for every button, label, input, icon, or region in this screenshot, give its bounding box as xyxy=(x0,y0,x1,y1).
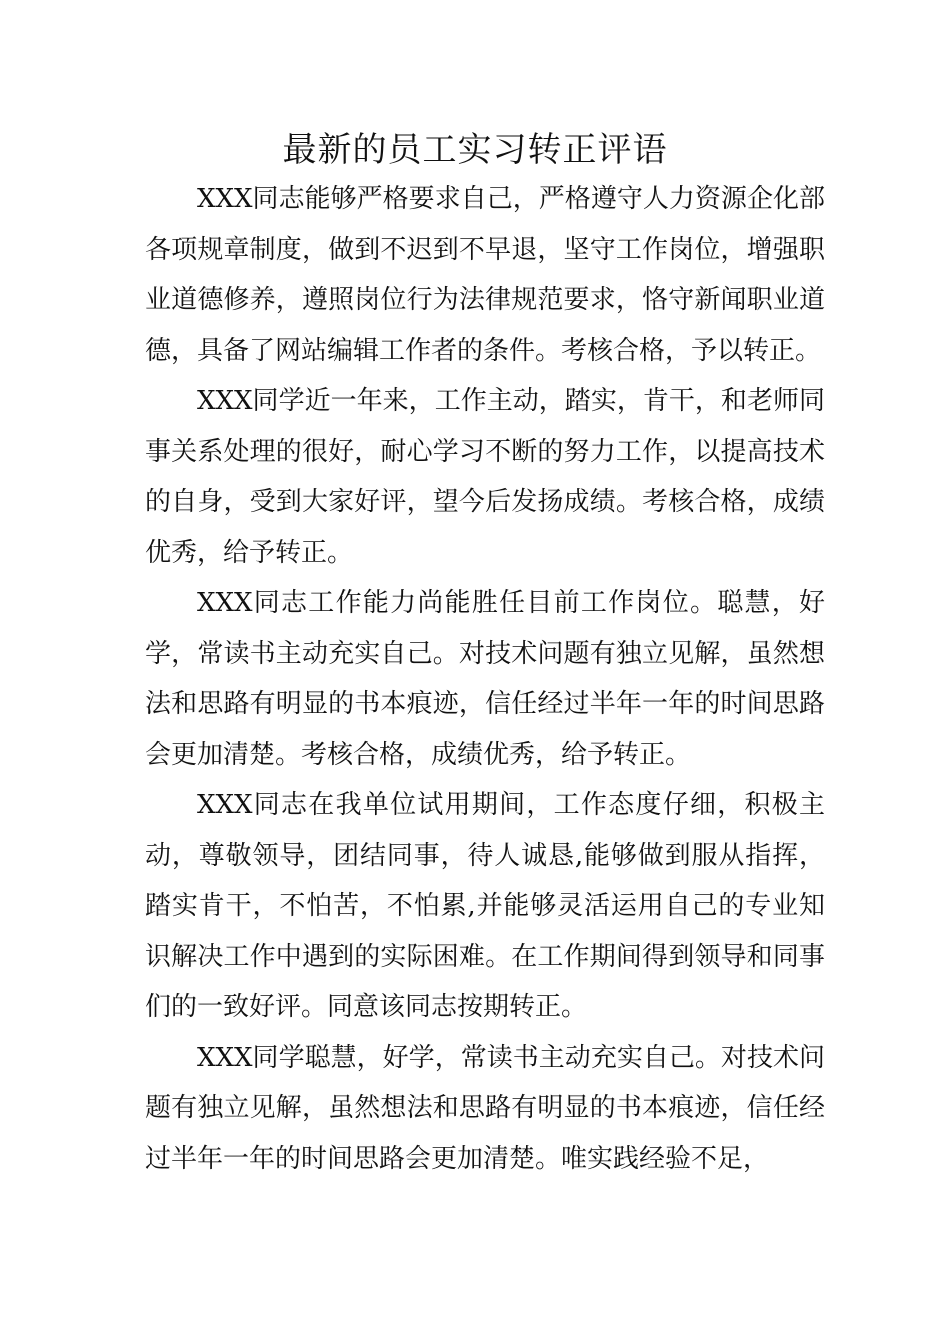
document-body xyxy=(145,174,825,1184)
paragraph-4: XXX同志在我单位试用期间，工作态度仔细，积极主动，尊敬领导，团结同事，待人诚恳,能够做到服从指挥，踏实肯干，不怕苦，不怕累,并能够灵活运用自己的专业知识解决工作中遇到的实际困难。在工作期间得到领导和同事们的一致好评。同意该同志按期转正。 xyxy=(145,790,825,1022)
document-title: 最新的员工实习转正评语 xyxy=(282,130,668,170)
paragraph-5: XXX同学聪慧，好学，常读书主动充实自己。对技术问题有独立见解，虽然想法和思路有明显的书本痕迹，信任经过半年一年的时间思路会更加清楚。唯实践经验不足， xyxy=(145,1042,825,1174)
paragraph-3: XXX同志工作能力尚能胜任目前工作岗位。聪慧，好学，常读书主动充实自己。对技术问题有独立见解，虽然想法和思路有明显的书本痕迹，信任经过半年一年的时间思路会更加清楚。考核合格，成绩优秀，给予转正。 xyxy=(145,588,825,770)
paragraph-2: XXX同学近一年来，工作主动，踏实，肯干，和老师同事关系处理的很好，耐心学习不断的努力工作，以提高技术的自身，受到大家好评，望今后发扬成绩。考核合格，成绩优秀，给予转正。 xyxy=(145,386,825,568)
paragraph-1: XXX同志能够严格要求自己，严格遵守人力资源企化部各项规章制度，做到不迟到不早退，坚守工作岗位，增强职业道德修养，遵照岗位行为法律规范要求，恪守新闻职业道德，具备了网站编辑工作者的条件。考核合格，予以转正。 xyxy=(145,184,825,366)
